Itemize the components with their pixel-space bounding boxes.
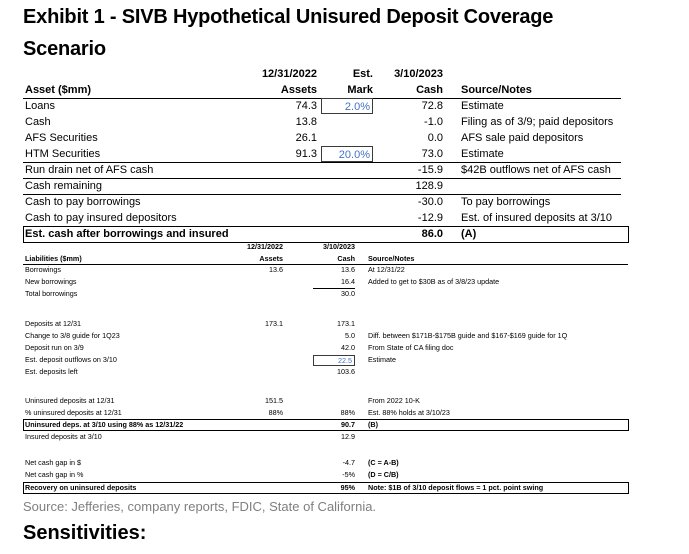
row-label: Change to 3/8 guide for 1Q23 <box>25 331 120 340</box>
sensitivities-heading: Sensitivities: <box>23 522 147 544</box>
date-2023-header: 3/10/2023 <box>323 242 355 251</box>
row-cash: 13.6 <box>341 265 355 274</box>
table-row <box>23 146 633 162</box>
table-row <box>23 194 633 210</box>
row-cash: 128.9 <box>415 180 443 192</box>
row-cash: 72.8 <box>421 100 443 112</box>
date-2022-header: 12/31/2022 <box>261 68 317 80</box>
row-note: From 2022 10-K <box>368 396 420 405</box>
row-note: (C = A-B) <box>368 458 399 467</box>
table-row <box>23 432 633 442</box>
row-label: New borrowings <box>25 277 77 286</box>
row-cash: 173.1 <box>337 319 355 328</box>
row-note: From State of CA filing doc <box>368 343 454 352</box>
row-label: Net cash gap in $ <box>25 458 81 467</box>
table-row <box>23 355 633 365</box>
row-note: At 12/31/22 <box>368 265 405 274</box>
table-row <box>23 331 633 341</box>
row-note: (A) <box>461 228 477 240</box>
row-note: Added to get to $30B as of 3/8/23 update <box>368 277 500 286</box>
row-note: Est. 88% holds at 3/10/23 <box>368 408 450 417</box>
row-label: Cash remaining <box>25 180 103 192</box>
row-label: Deposits at 12/31 <box>25 319 81 328</box>
liab-label-header: Liabilities ($mm) <box>25 254 82 263</box>
table-row <box>23 162 633 178</box>
table-row <box>23 277 633 287</box>
row-label: AFS Securities <box>25 132 98 144</box>
row-cash: 86.0 <box>421 228 443 240</box>
page-title-continued: Scenario <box>23 38 106 60</box>
mark-input[interactable]: 20.0% <box>321 146 373 162</box>
liab-header <box>23 254 633 264</box>
row-cash: 90.7 <box>341 420 355 429</box>
notes-col-header: Source/Notes <box>461 84 532 96</box>
table-row <box>23 319 633 329</box>
asset-label-header: Asset ($mm) <box>25 84 92 96</box>
row-note: Est. of insured deposits at 3/10 <box>461 212 613 224</box>
date-2023-header: 3/10/2023 <box>394 68 443 80</box>
row-label: Est. cash after borrowings and insured <box>25 228 229 240</box>
row-label: Deposit run on 3/9 <box>25 343 84 352</box>
row-note: To pay borrowings <box>461 196 551 208</box>
row-note: Estimate <box>368 355 396 364</box>
row-cash: -1.0 <box>424 116 443 128</box>
table-row <box>23 367 633 377</box>
row-label: Total borrowings <box>25 289 78 298</box>
row-cash: 0.0 <box>427 132 443 144</box>
cash-col-header: Cash <box>337 254 355 263</box>
row-cash: 103.6 <box>337 367 355 376</box>
row-cash: -15.9 <box>417 164 443 176</box>
row-label: Cash to pay borrowings <box>25 196 141 208</box>
row-label: Uninsured deposits at 12/31 <box>25 396 115 405</box>
result-row <box>23 483 633 493</box>
row-label: Est. deposit outflows on 3/10 <box>25 355 117 364</box>
liab-header-top <box>23 242 633 252</box>
row-note: Diff. between $171B-$175B guide and $167-$169 guide for 1Q <box>368 331 568 340</box>
page-title: Exhibit 1 - SIVB Hypothetical Unisured Deposit Coverage <box>23 6 554 28</box>
row-cash: 30.0 <box>341 289 355 298</box>
table-row <box>23 408 633 418</box>
row-label: Run drain net of AFS cash <box>25 164 154 176</box>
table-row <box>23 114 633 130</box>
row-label: Uninsured deps. at 3/10 using 88% as 12/31/22 <box>25 420 184 429</box>
row-assets: 13.6 <box>269 265 283 274</box>
table-row <box>23 210 633 226</box>
row-note: Filing as of 3/9; paid depositors <box>461 116 614 128</box>
assets-col-header: Assets <box>280 84 317 96</box>
row-label: Cash <box>25 116 51 128</box>
table-row <box>23 289 633 299</box>
est-header: Est. <box>352 68 373 80</box>
row-note: Estimate <box>461 148 504 160</box>
cash-col-header: Cash <box>416 84 443 96</box>
row-label: Insured deposits at 3/10 <box>25 432 102 441</box>
row-label: HTM Securities <box>25 148 101 160</box>
outflow-input[interactable]: 22.5 <box>313 355 355 366</box>
row-assets: 91.3 <box>295 148 317 160</box>
row-label: Cash to pay insured depositors <box>25 212 177 224</box>
table-row <box>23 343 633 353</box>
row-label: % uninsured deposits at 12/31 <box>25 408 122 417</box>
row-label: Recovery on uninsured deposits <box>25 483 137 492</box>
notes-col-header: Source/Notes <box>368 254 415 263</box>
row-cash: 5.0 <box>345 331 355 340</box>
row-assets: 26.1 <box>295 132 317 144</box>
table-row <box>23 178 633 194</box>
row-label: Est. deposits left <box>25 367 78 376</box>
row-note: Estimate <box>461 100 504 112</box>
table-row <box>23 265 633 275</box>
table-row <box>23 470 633 480</box>
table-row <box>23 98 633 114</box>
row-cash: -5% <box>342 470 355 479</box>
row-note: $42B outflows net of AFS cash <box>461 164 611 176</box>
row-note: (D = C/B) <box>368 470 399 479</box>
row-cash: 42.0 <box>341 343 355 352</box>
asset-header <box>23 82 633 98</box>
row-assets: 173.1 <box>265 319 283 328</box>
row-cash: -30.0 <box>417 196 443 208</box>
row-cash: 88% <box>340 408 355 417</box>
row-label: Borrowings <box>25 265 61 274</box>
asset-header-top <box>23 66 633 82</box>
table-row <box>23 396 633 406</box>
date-2022-header: 12/31/2022 <box>247 242 283 251</box>
row-note: Note: $1B of 3/10 deposit flows = 1 pct. point swing <box>368 483 544 492</box>
assets-col-header: Assets <box>259 254 283 263</box>
row-note: AFS sale paid depositors <box>461 132 584 144</box>
row-cash: 73.0 <box>421 148 443 160</box>
row-assets: 88% <box>268 408 283 417</box>
row-label: Loans <box>25 100 55 112</box>
row-cash: -4.7 <box>342 458 355 467</box>
mark-col-header: Mark <box>347 84 373 96</box>
row-note: (B) <box>368 420 378 429</box>
row-cash: 95% <box>340 483 355 492</box>
result-row <box>23 420 633 430</box>
row-cash: 16.4 <box>341 277 355 286</box>
result-row <box>23 226 633 242</box>
mark-input[interactable]: 2.0% <box>321 98 373 114</box>
table-row <box>23 458 633 468</box>
row-assets: 151.5 <box>265 396 283 405</box>
row-assets: 13.8 <box>295 116 317 128</box>
row-label: Net cash gap in % <box>25 470 84 479</box>
row-assets: 74.3 <box>295 100 317 112</box>
row-cash: 12.9 <box>341 432 355 441</box>
row-cash: -12.9 <box>417 212 443 224</box>
source-note: Source: Jefferies, company reports, FDIC, State of California. <box>23 499 377 514</box>
table-row <box>23 130 633 146</box>
